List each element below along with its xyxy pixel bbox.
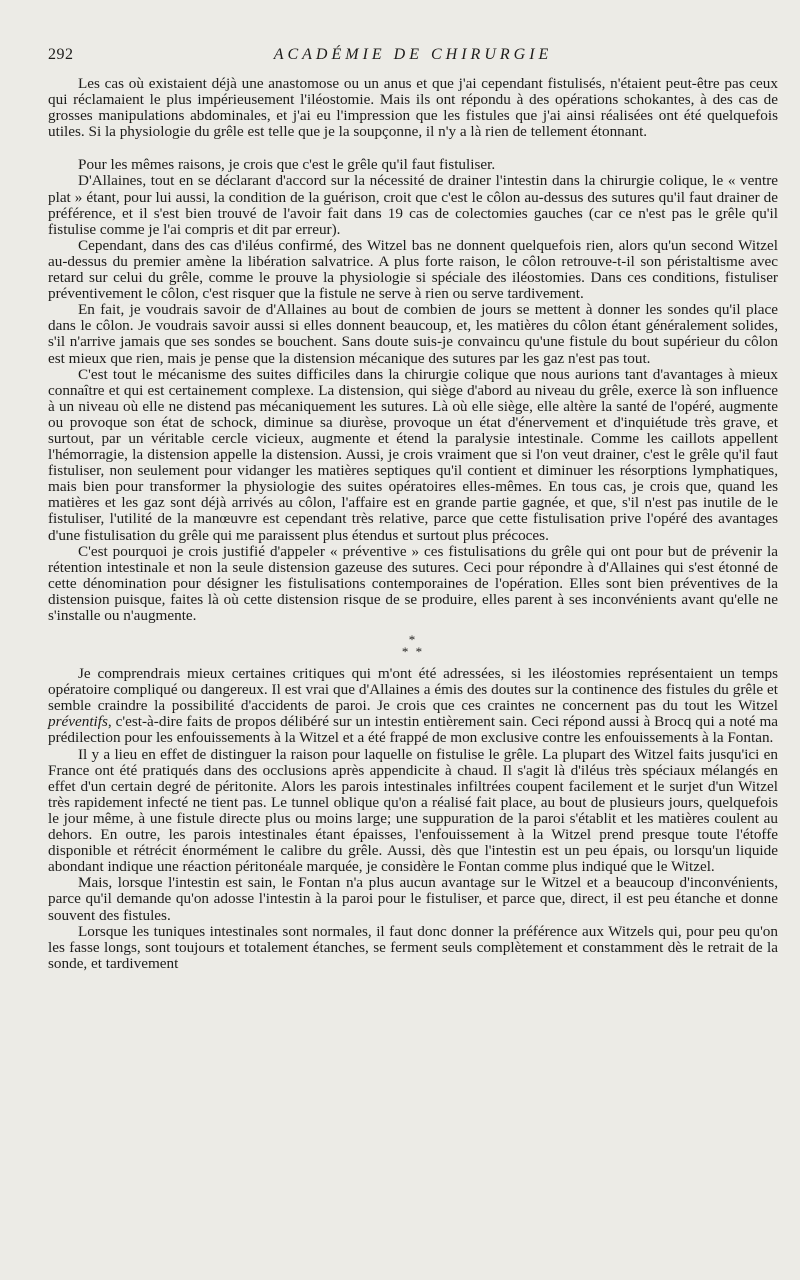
paragraph: En fait, je voudrais savoir de d'Allaines au bout de combien de jours se mettent à donner les sondes qu'il place dans le côlon. Je voudrais savoir aussi si elles donnent beaucoup, et, les matières du côlon étant généralement solides, s'il n'arrive jamais que ses sondes se bouchent. Sans doute suis-je convaincu qu'une fistule du bout supérieur du côlon est mieux que rien, mais je pense que la distension mécanique des sutures par les gaz n'est pas tout.	[48, 301, 778, 367]
paragraph: Cependant, dans des cas d'iléus confirmé, des Witzel bas ne donnent quelquefois rien, alors qu'un second Witzel au-dessus du premier amène la libération salvatrice. A plus forte raison, le côlon retrouve-t-il son péristaltisme avec retard sur celui du grêle, comme le prouve la physiologie si spéciale des iléostomies. Dans ces conditions, fistuliser préventivement le côlon, c'est risquer que la fistule ne serve à rien ou serve tardivement.	[48, 236, 778, 303]
paragraph: Pour les mêmes raisons, je crois que c'est le grêle qu'il faut fistuliser.	[78, 156, 496, 174]
paragraph: Lorsque les tuniques intestinales sont normales, il faut donc donner la préférence aux Witzels qui, pour peu qu'on les fasse longs, sont toujours et totalement étanches, se ferment seuls complètement et constamment dès le retrait de la sonde, et tardivement	[48, 922, 778, 972]
asterism-top: *	[408, 632, 418, 648]
paragraph: Mais, lorsque l'intestin est sain, le Fontan n'a plus aucun avantage sur le Witzel et a beaucoup d'inconvénients, parce qu'il demande qu'on adosse l'intestin à la paroi pour le fistuliser, et parce que, direct, il est peu étanche et donne souvent des fistules.	[48, 874, 778, 924]
paragraph: Il y a lieu en effet de distinguer la raison pour laquelle on fistulise le grêle. La plupart des Witzel faits jusqu'ici en France ont été pratiqués dans des occlusions après appendicite à chaud. Il s'agit là d'iléus très spéciaux mélangés en effet d'un certain degré de péritonite. Alors les parois intestinales infiltrées coupent facilement et le surjet d'un Witzel très rapidement infecté ne tient pas. Le tunnel oblique qu'on a réalisé fait place, au bout de plusieurs jours, quelquefois le jour même, à une fistule directe plus ou moins large; une suppuration de la paroi s'établit et les matières coulent au dehors. En outre, les parois intestinales étant épaisses, l'enfouissement à la Witzel prend presque toute l'étoffe disponible et rétrécit énormément le calibre du grêle. Aussi, dès que l'intestin est un peu épais, ou lorsqu'un liquide abondant indique une réaction péritonéale marquée, je considère le Fontan comme plus indiqué que le Witzel.	[48, 745, 778, 876]
paragraph: C'est tout le mécanisme des suites difficiles dans la chirurgie colique que nous aurions tant d'avantages à mieux connaître et qui est certainement complexe. La distension, qui siège d'abord au niveau du grêle, exerce là son influence à un niveau où elle ne distend pas mécaniquement les sutures. Là où elle siège, elle altère la santé de l'opéré, augmente ou provoque son état de schock, diminue sa diurèse, provoque un état d'énervement et d'inquiétude très grave, et surtout, par un véritable cercle vicieux, augmente et étend la paralysie intestinale. Comme les caillots appellent l'hémorragie, la distension appelle la distension. Aussi, je crois vraiment que si l'on veut drainer, c'est le grêle qu'il faut fistuliser, non seulement pour vidanger les matières septiques qu'il contient et diminuer les résorptions lymphatiques, mais bien pour transformer la physiologie des suites opératoires elles-mêmes. En tous cas, je crois que, quand les matières et les gaz sont déjà arrivés au côlon, l'affaire est en grande partie gagnée, et que, s'il n'est pas inutile de le fistuliser, l'utilité de la manœuvre est cependant très relative, parce que cette fistulisation prive l'opéré des avantages d'une fistulisation du grêle qui me paraissent plus étendus et surtout plus précoces.	[48, 365, 778, 544]
page-number: 292	[48, 46, 74, 63]
section-separator	[48, 624, 778, 666]
paragraph: D'Allaines, tout en se déclarant d'accord sur la nécessité de drainer l'intestin dans la chirurgie colique, le « ventre plat » étant, pour lui aussi, la condition de la guérison, croit que c'est le côlon au-dessus des sutures qu'il faut drainer de préférence, et il s'est bien trouvé de l'avoir fait dans 19 cas de colectomies gauches (car ce n'est pas le grêle qu'il fistulise comme je l'ai compris et dit par erreur).	[48, 172, 778, 238]
emphasis-text: préventifs	[48, 713, 108, 731]
paragraph-text: Je comprendrais mieux certaines critiques qui m'ont été adressées, si les iléostomies représentaient un temps opératoire compliqué ou dangereux. Il est vrai que d'Allaines a émis des doutes sur la continence des fistules du grêle et semble craindre la possibilité d'accidents de paroi. Je crois que ces craintes ne concernent pas du tout les Witzel	[48, 665, 778, 715]
body-text	[48, 76, 778, 972]
paragraph-gap	[48, 140, 778, 157]
running-head: ACADÉMIE DE CHIRURGIE	[273, 46, 553, 63]
page-header	[48, 40, 778, 76]
paragraph-text: , c'est-à-dire faits de propos délibéré sur un intestin entièrement sain. Ceci répond aussi à Brocq qui a noté ma prédilection pour les enfouissements à la Witzel et a été frappé de mon exclusive contre les enfouissements à la Fontan.	[48, 713, 778, 747]
paragraph	[48, 666, 778, 746]
paragraph: Les cas où existaient déjà une anastomose ou un anus et que j'ai cependant fistulisés, n'étaient peut-être pas ceux qui réclamaient le plus impérieusement l'iléostomie. Mais ils ont répondu à des opérations schokantes, à des cas de grosses manipulations abdominales, et j'ai eu l'impression que les fistules que j'ai ainsi réalisées ont été quelquefois utiles. Si la physiologie du grêle est telle que je la soupçonne, il n'y a là rien de tellement étonnant.	[48, 75, 778, 141]
paragraph: C'est pourquoi je crois justifié d'appeler « préventive » ces fistulisations du grêle qui ont pour but de prévenir la rétention intestinale et non la seule distension gazeuse des sutures. Ceci pour répondre à d'Allaines qui s'est étonné de cette dénomination pour désigner les fistulisations contemporaines de l'opération. Elles sont bien préventives de la distension puisque, faites là où cette distension risque de se produire, elles parent à ses inconvénients avant qu'elle ne s'installe ou n'augmente.	[48, 542, 778, 624]
asterism-bottom: * *	[401, 644, 425, 660]
